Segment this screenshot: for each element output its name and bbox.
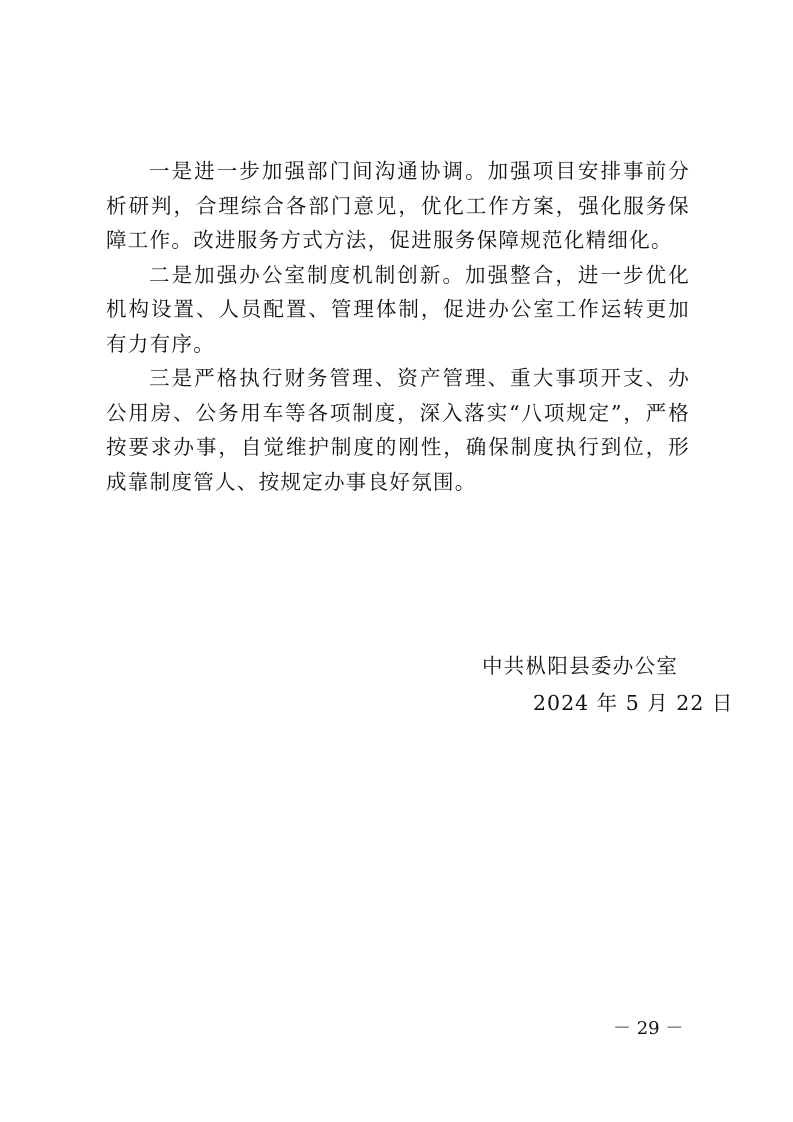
paragraph-communication-coordination: 一是进一步加强部门间沟通协调。加强项目安排事前分析研判，合理综合各部门意见，优化工作方案，强化服务保障工作。改进服务方式方法，促进服务保障规范化精细化。 <box>106 159 690 252</box>
page-number: － 29 － <box>613 1018 684 1039</box>
paragraph-strict-management: 三是严格执行财务管理、资产管理、重大事项开支、办公用房、公务用车等各项制度，深入落实“八项规定”，严格按要求办事，自觉维护制度的刚性，确保制度执行到位，形成靠制度管人、按规定办事良好氛围。 <box>106 366 690 494</box>
paragraph-system-innovation: 二是加强办公室制度机制创新。加强整合，进一步优化机构设置、人员配置、管理体制，促进办公室工作运转更加有力有序。 <box>106 262 690 356</box>
signature-date: 2024 年 5 月 22 日 <box>533 691 734 715</box>
document-body <box>106 154 690 499</box>
signature-organization: 中共枞阳县委办公室 <box>482 654 679 678</box>
